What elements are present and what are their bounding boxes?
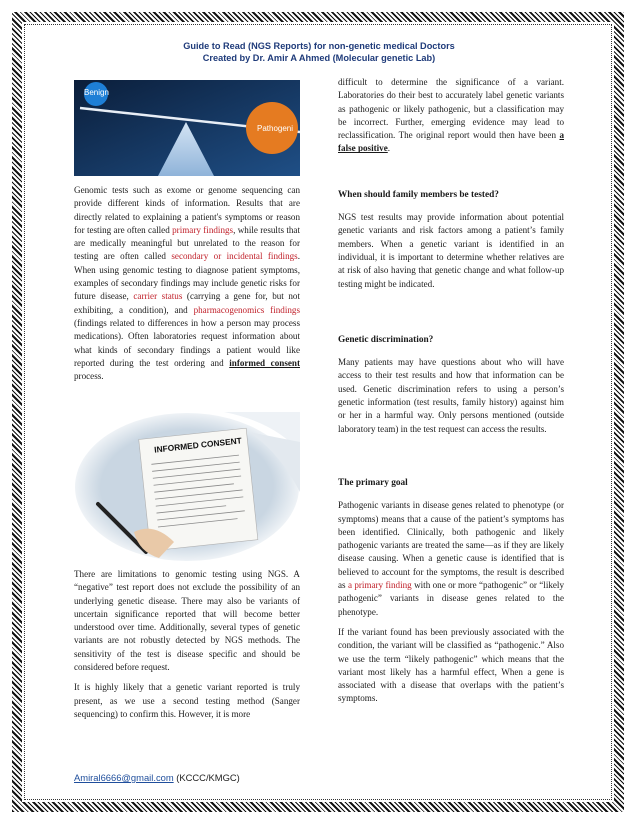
section-heading-primary-goal: The primary goal (338, 477, 408, 488)
footer-org: (KCCC/KMGC) (173, 772, 240, 783)
pathogenic-label: Pathogeni (257, 124, 294, 133)
secondary-findings-term: secondary or incidental findings (171, 251, 298, 262)
carrier-status-term: carrier status (133, 291, 183, 302)
discrimination-paragraph: Many patients may have questions about who will have access to their test results and how that information can be used. Genetic discrimination refers to using a person’s genetic information (test results, family history) against him or her in a harmful way. Only persons mentioned (outside laboratory team) in the test request can access the results. (338, 357, 564, 434)
findings-paragraph: Genomic tests such as exome or genome sequencing can provide different kinds of information. Results that are directly related to explaining a patient's symptoms or reason for testing are often called primary findings, while results that are medically meaningful but unrelated to the reason for testing are often called secondary or incidental findings. When using genomic testing to diagnose patient symptoms, examples of secondary findings may include genetic risks for future disease, carrier status (carrying a gene for, but not exhibiting, a condition), and pharmacogenomics findings (findings related to differences in how a person may process medications). Often laboratories request information about what kinds of secondary findings a patient would like reported during the test ordering and informed consent process. (74, 185, 301, 382)
primary-goal-paragraph: Pathogenic variants in disease genes related to phenotype (or symptoms) means that a cause of the patient’s symptoms has been identified. Clinically, both pathogenic and likely pathogenic variants are treated the same—as if they are likely disease causing. When a genetic cause is identified that is believed to account for the symptoms, the result is described as a primary finding with one or more “pathogenic” or “likely pathogenic” variants in disease genes related to the phenotype. (338, 500, 565, 617)
informed-consent-term: informed consent (229, 357, 300, 368)
section-heading-family: When should family members be tested? (338, 189, 499, 200)
limitations-paragraph: There are limitations to genomic testing using NGS. A “negative” test report does not exclude the possibility of an underlying genetic disease. There may also be variants of uncertain significance reported that will become better understood over time. Additionally, several types of genetic variants are not robustly detected by NGS methods. The sensitivity of the test is disease specific and should be considered before request. (74, 569, 300, 673)
left-column-bottom (74, 568, 300, 728)
right-column (338, 76, 564, 713)
header-author: Created by Dr. Amir A Ahmed (Molecular genetic Lab) (202, 53, 436, 63)
left-column-top (74, 184, 300, 390)
classification-paragraph: If the variant found has been previously associated with the condition, the variant will be classified as “pathogenic.” Also we use the term “likely pathogenic” which means that the variant most likely has a harmful effect, When a gene is associated with a disease that overlaps with the patient’s symptoms. (338, 626, 564, 704)
primary-finding-term: a primary finding (347, 580, 412, 591)
section-heading-discrimination: Genetic discrimination? (338, 334, 434, 345)
pharmacogenomics-term: pharmacogenomics findings (193, 304, 300, 315)
significance-paragraph: difficult to determine the significance of a variant. Laboratories do their best to accurately label genetic variants as pathogenic or likely pathogenic, but a classification may be incorrect. Further, emerging evidence may lead to reclassification. The original report would then have been a false positive. (338, 77, 564, 154)
consent-illustration (74, 412, 300, 562)
informed-consent-image (74, 412, 300, 562)
family-testing-paragraph: NGS test results may provide information about potential genetic variants and risk factors among a patient’s family members. When a genetic variant is identified in an individual, it is important to determine whether relatives are at risk of also having that genetic change and what follow-up testing might be indicated. (338, 212, 564, 289)
footer (74, 772, 240, 783)
consent-form-title: INFORMED CONSENT (153, 435, 243, 455)
benign-pathogenic-scale-image (74, 80, 300, 176)
header-title: Guide to Read (NGS Reports) for non-genetic medical Doctors (183, 41, 455, 51)
benign-label: Benign (84, 88, 109, 97)
author-email-link[interactable]: Amiral6666@gmail.com (74, 772, 174, 783)
confirmation-paragraph: It is highly likely that a genetic variant reported is truly present, as we use a second testing method (Sanger sequencing) to confirm this. However, it is more (74, 682, 300, 719)
false-positive-term: a false positive (338, 130, 564, 154)
primary-findings-term: primary findings (172, 224, 234, 235)
